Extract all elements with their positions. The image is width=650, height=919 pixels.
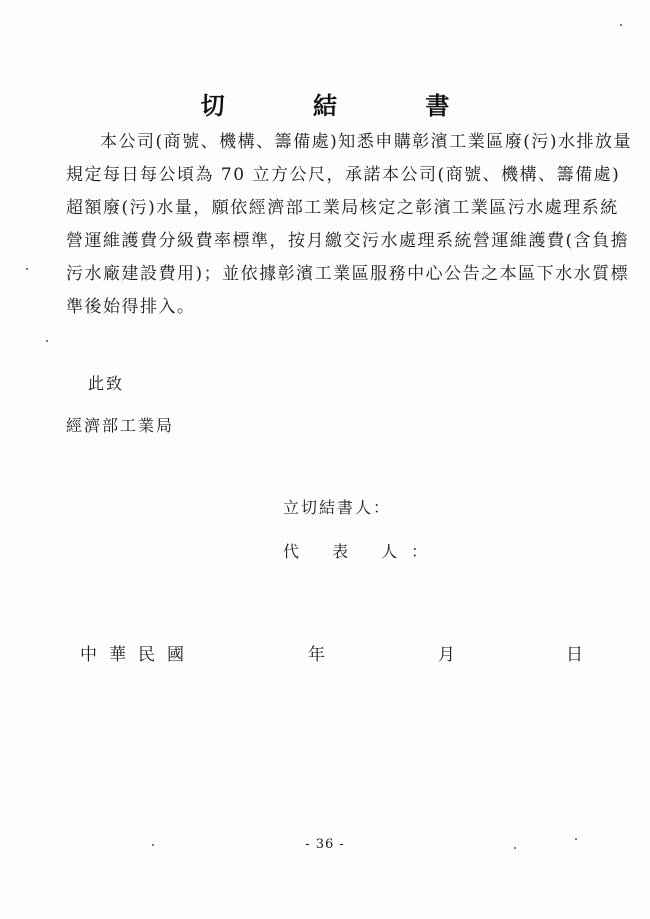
date-line xyxy=(0,640,650,664)
scan-speck xyxy=(46,340,48,342)
page-number: - 36 - xyxy=(305,837,345,852)
representative-label: 代 表 人： xyxy=(283,542,442,561)
date-day: 日 xyxy=(566,645,595,665)
date-era: 中華民國 xyxy=(80,645,196,665)
body-line: 規定每日每公頃為 70 立方公尺，承諾本公司(商號、機構、籌備處) xyxy=(66,165,621,185)
scan-speck xyxy=(26,268,28,270)
document-body xyxy=(66,126,633,324)
date-month: 月 xyxy=(438,645,467,665)
scan-speck xyxy=(152,844,154,846)
body-line: 營運維護費分級費率標準，按月繳交污水處理系統營運維護費(含負擔 xyxy=(66,231,630,251)
signer-label: 立切結書人： xyxy=(283,498,392,517)
body-line: 污水廠建設費用)；並依據彰濱工業區服務中心公告之本區下水水質標 xyxy=(66,264,630,284)
body-line: 超額廢(污)水量，願依經濟部工業局核定之彰濱工業區污水處理系統 xyxy=(66,198,619,218)
scan-speck xyxy=(620,24,622,26)
scan-speck xyxy=(514,847,516,849)
scan-speck xyxy=(575,838,577,840)
salutation: 此致 xyxy=(88,374,125,393)
body-line: 準後始得排入。 xyxy=(66,297,196,317)
body-line: 本公司(商號、機構、籌備處)知悉申購彰濱工業區廢(污)水排放量 xyxy=(100,132,633,152)
date-year: 年 xyxy=(308,645,337,665)
recipient: 經濟部工業局 xyxy=(66,416,175,435)
document-title: 切 結 書 xyxy=(200,91,490,120)
